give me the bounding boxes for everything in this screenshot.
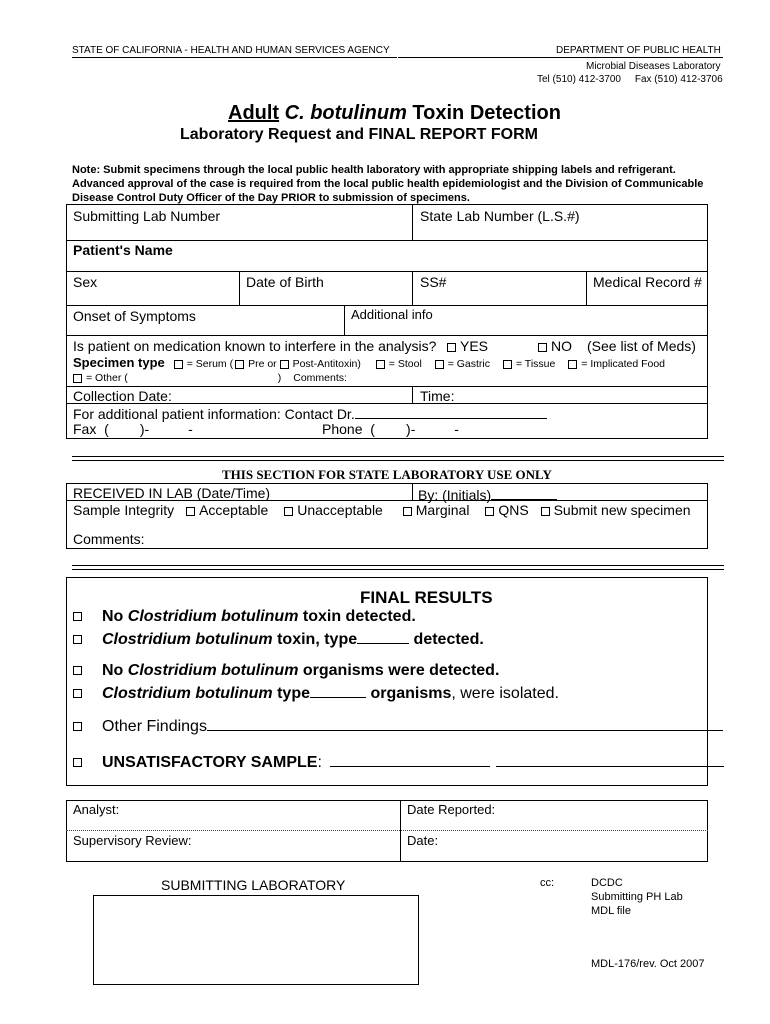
form-id: MDL-176/rev. Oct 2007: [591, 958, 705, 970]
unacceptable-label: Unacceptable: [297, 502, 383, 518]
post-label: Post-Antitoxin): [292, 358, 361, 370]
received-label: RECEIVED IN LAB (Date/Time): [73, 485, 271, 501]
submitting-lab-number-label: Submitting Lab Number: [73, 208, 221, 224]
ssn-label: SS#: [420, 274, 447, 290]
cc-dcdc: DCDC: [591, 877, 623, 889]
note-text: : Submit specimens through the local public health laboratory with appropriate shipping labels and refrigerant. Advanced approval of the case is required from the local public health epidemiologist and the Division of Communicable Disease Control Duty Officer of the Day PRIOR to submission of specimens.: [72, 164, 704, 204]
r3-pre: No: [102, 662, 128, 679]
title-rest: Toxin Detection: [412, 102, 561, 124]
serum-checkbox[interactable]: [174, 360, 183, 369]
r3-organism: Clostridium botulinum: [127, 662, 299, 679]
no-organisms-checkbox[interactable]: [73, 666, 82, 675]
other-label: = Other (: [86, 372, 128, 384]
medication-no[interactable]: [538, 338, 572, 354]
state-lab-number-label: State Lab Number (L.S.#): [420, 208, 580, 224]
review-date-label: Date:: [407, 833, 439, 848]
result-no-organisms: [73, 662, 499, 680]
lab-phone: Tel (510) 412-3700 Fax (510) 412-3706: [537, 74, 723, 85]
result-toxin-type: [73, 627, 484, 649]
marginal-label: Marginal: [415, 502, 470, 518]
serum-label: = Serum (: [186, 358, 234, 370]
r4-post: , were isolated.: [451, 685, 559, 702]
result-other-findings: [73, 714, 723, 736]
divider-double-2: [72, 565, 724, 570]
result-no-toxin: [73, 608, 416, 626]
pre-checkbox[interactable]: [235, 360, 244, 369]
gastric-label: = Gastric: [447, 358, 491, 370]
r1-post: toxin detected.: [298, 608, 416, 625]
initials-label: By: (Initials): [418, 487, 492, 503]
tissue-label: = Tissue: [515, 358, 556, 370]
submit-new-checkbox[interactable]: [541, 507, 550, 516]
qns-checkbox[interactable]: [485, 507, 494, 516]
unsatisfactory-label: UNSATISFACTORY SAMPLE: [102, 754, 318, 771]
page-title: [228, 102, 561, 125]
toxin-type-checkbox[interactable]: [73, 635, 82, 644]
date-reported-label: Date Reported:: [407, 802, 496, 817]
acceptable-checkbox[interactable]: [186, 507, 195, 516]
analyst-label: Analyst:: [73, 802, 120, 817]
title-organism: C. botulinum: [284, 102, 407, 124]
initials-row: [418, 485, 557, 503]
unsatisfactory-colon: :: [317, 754, 322, 771]
department-name: DEPARTMENT OF PUBLIC HEALTH: [556, 45, 721, 56]
no-checkbox[interactable]: [538, 343, 547, 352]
food-label: = Implicated Food: [581, 358, 666, 370]
lab-name: Microbial Diseases Laboratory: [586, 61, 721, 72]
page-subtitle: Laboratory Request and FINAL REPORT FORM: [180, 126, 538, 143]
medication-question: Is patient on medication known to interfere in the analysis?: [73, 338, 437, 354]
pre-label: Pre or: [248, 358, 277, 370]
specimen-type-label: Specimen type: [73, 355, 165, 370]
r1-pre: No: [102, 608, 128, 625]
sample-integrity-row: [73, 502, 691, 518]
submission-note: [72, 163, 728, 205]
submitting-lab-title: SUBMITTING LABORATORY: [161, 877, 346, 893]
other-findings-field[interactable]: [207, 714, 723, 731]
r2-organism: Clostridium botulinum: [102, 631, 273, 648]
gastric-checkbox[interactable]: [435, 360, 444, 369]
integrity-label: Sample Integrity: [73, 502, 175, 518]
other-findings-checkbox[interactable]: [73, 722, 82, 731]
marginal-checkbox[interactable]: [403, 507, 412, 516]
time-label: Time:: [420, 388, 455, 404]
stool-checkbox[interactable]: [376, 360, 385, 369]
food-checkbox[interactable]: [568, 360, 577, 369]
yes-label: YES: [460, 338, 489, 354]
title-adult: Adult: [228, 102, 280, 124]
specimen-comments-label: Comments:: [293, 372, 347, 384]
toxin-type-field[interactable]: [357, 627, 409, 644]
r2-post: detected.: [409, 631, 484, 648]
yes-checkbox[interactable]: [447, 343, 456, 352]
other-findings-label: Other Findings: [102, 718, 207, 735]
r4-mid: type: [272, 685, 310, 702]
divider-double: [72, 456, 724, 461]
contact-row: [73, 404, 547, 422]
r1-organism: Clostridium botulinum: [127, 608, 299, 625]
r2-mid: toxin, type: [272, 631, 358, 648]
cc-ph-lab: Submitting PH Lab: [591, 891, 683, 903]
note-label: Note: [72, 164, 97, 176]
tissue-checkbox[interactable]: [503, 360, 512, 369]
specimen-type-row: [73, 355, 665, 370]
unsatisfactory-field-2[interactable]: [496, 750, 724, 767]
unacceptable-checkbox[interactable]: [284, 507, 293, 516]
sex-label: Sex: [73, 274, 98, 290]
r4-bold: organisms: [366, 685, 452, 702]
submit-new-label: Submit new specimen: [553, 502, 691, 518]
initials-field[interactable]: [491, 485, 557, 500]
patient-name-label: Patient's Name: [73, 242, 173, 258]
post-checkbox[interactable]: [280, 360, 289, 369]
result-unsatisfactory: [73, 750, 724, 772]
no-label: NO: [551, 338, 572, 354]
state-section-title: THIS SECTION FOR STATE LABORATORY USE ONLY: [222, 467, 552, 482]
contact-label: For additional patient information: Contact Dr.: [73, 406, 355, 422]
fax-label: Fax ( )- -: [73, 421, 193, 437]
agency-name: STATE OF CALIFORNIA - HEALTH AND HUMAN SERVICES AGENCY: [72, 45, 390, 56]
submitting-lab-box[interactable]: [93, 895, 419, 985]
final-results-title: FINAL RESULTS: [360, 588, 493, 607]
state-comments-label: Comments:: [73, 531, 145, 547]
other-close: ): [277, 372, 282, 384]
cc-label: cc:: [540, 877, 555, 889]
unsatisfactory-field-1[interactable]: [330, 750, 490, 767]
stool-label: = Stool: [388, 358, 422, 370]
medication-yes[interactable]: [447, 338, 488, 354]
other-row: [73, 372, 347, 384]
other-checkbox[interactable]: [73, 374, 82, 383]
r4-organism: Clostridium botulinum: [102, 685, 273, 702]
see-list-meds: (See list of Meds): [587, 338, 696, 354]
collection-date-label: Collection Date:: [73, 388, 172, 404]
dob-label: Date of Birth: [246, 274, 324, 290]
phone-label: Phone ( )- -: [322, 421, 459, 437]
medical-record-label: Medical Record #: [593, 274, 702, 290]
contact-doctor-field[interactable]: [355, 404, 547, 419]
result-organism-type: [73, 681, 559, 703]
review-box: [66, 800, 708, 862]
qns-label: QNS: [498, 502, 529, 518]
unsatisfactory-checkbox[interactable]: [73, 758, 82, 767]
no-toxin-checkbox[interactable]: [73, 612, 82, 621]
onset-label: Onset of Symptoms: [73, 308, 196, 324]
r3-post: organisms were detected.: [298, 662, 500, 679]
organism-type-field[interactable]: [310, 681, 366, 698]
acceptable-label: Acceptable: [199, 502, 269, 518]
supervisory-review-label: Supervisory Review:: [73, 833, 192, 848]
additional-info-label: Additional info: [351, 307, 433, 322]
organism-type-checkbox[interactable]: [73, 689, 82, 698]
cc-mdl-file: MDL file: [591, 905, 631, 917]
